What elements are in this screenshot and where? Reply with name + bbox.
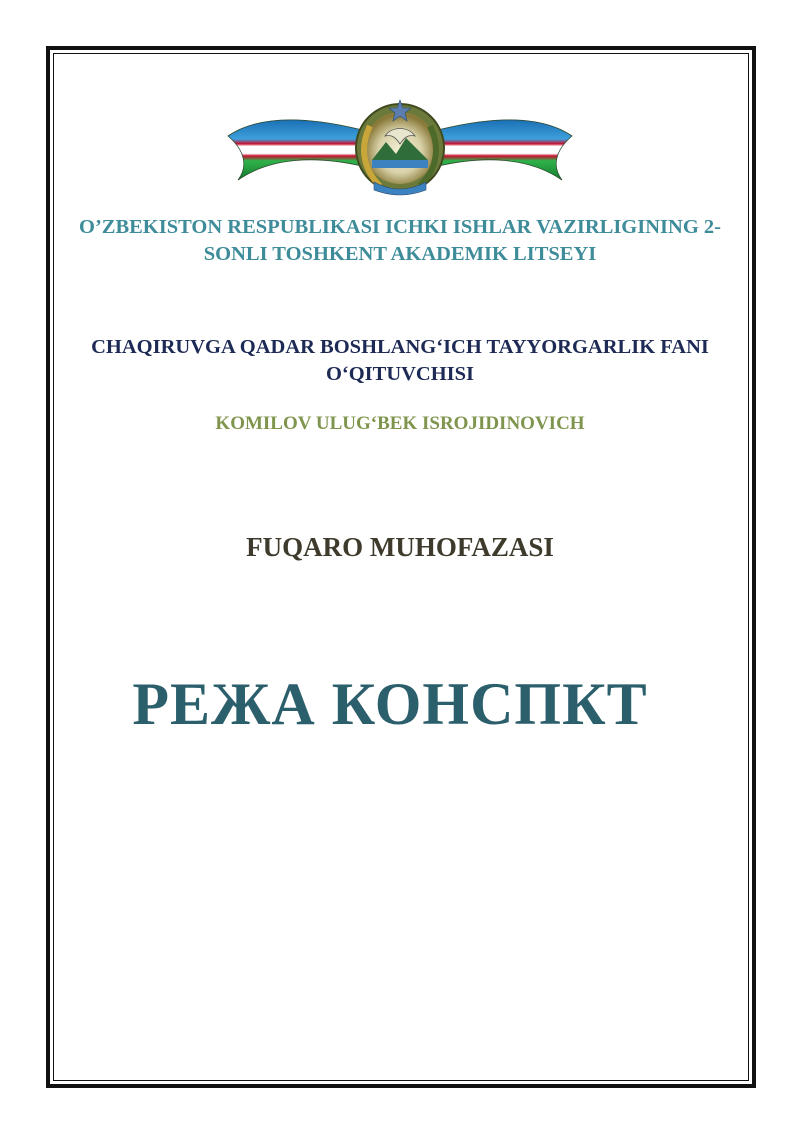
page-border-inner (53, 53, 749, 1081)
document-type-title: РЕЖА КОНСПКТ (132, 671, 648, 737)
subject-title: FUQARO MUHOFAZASI (246, 532, 554, 562)
institution-name: O’ZBEKISTON RESPUBLIKASI ICHKI ISHLAR VAZIRLIGINING 2-SONLI TOSHKENT AKADEMIK LITSEYI (79, 216, 721, 265)
teacher-name: KOMILOV ULUG‘BEK ISROJIDINOVICH (215, 413, 585, 434)
teacher-title: CHAQIRUVGA QADAR BOSHLANG‘ICH TAYYORGARLIK FANI O‘QITUVCHISI (91, 336, 709, 385)
uzbekistan-state-emblem-icon (220, 96, 580, 200)
